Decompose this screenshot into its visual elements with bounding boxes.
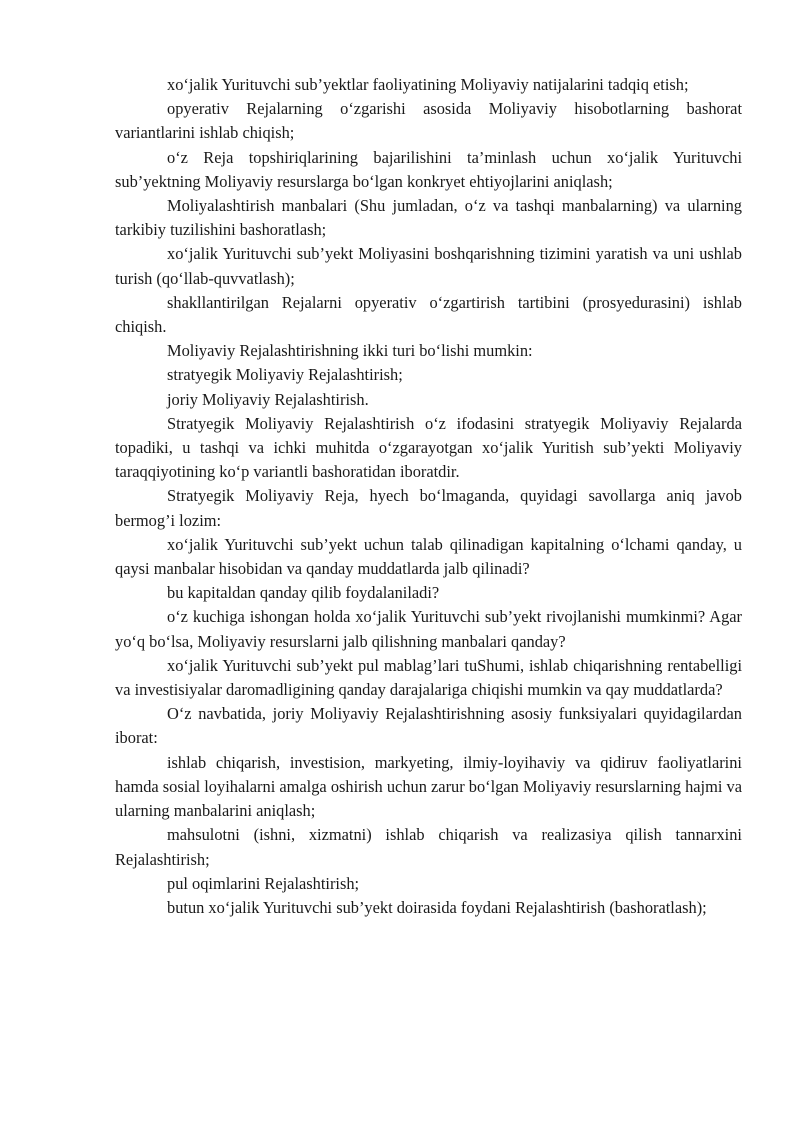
paragraph: opyerativ Rejalarning o‘zgarishi asosida Moliyaviy hisobotlarning bashorat variantlarini ishlab chiqish; — [115, 99, 742, 143]
paragraph: butun xo‘jalik Yurituvchi sub’yekt doirasida foydani Rejalashtirish (bashoratlash); — [167, 897, 707, 917]
paragraph: ishlab chiqarish, investision, markyeting, ilmiy-loyihaviy va qidiruv faoliyatlarini hamda sosial loyihalarni amalga oshirish uchun zarur bo‘lgan Moliyaviy resurslarning hajmi va ularning manbalarini aniqlash; — [115, 752, 742, 821]
paragraph: pul oqimlarini Rejalashtirish; — [167, 873, 360, 893]
paragraph: Moliyaviy Rejalashtirishning ikki turi bo‘lishi mumkin: — [167, 341, 533, 361]
paragraph: O‘z navbatida, joriy Moliyaviy Rejalashtirishning asosiy funksiyalari quyidagilardan iborat: — [115, 704, 742, 748]
paragraph: Stratyegik Moliyaviy Reja, hyech bo‘lmaganda, quyidagi savollarga aniq javob bermog’i lozim: — [115, 486, 742, 530]
document-body — [115, 73, 742, 920]
paragraph: o‘z Reja topshiriqlarining bajarilishini ta’minlash uchun xo‘jalik Yurituvchi sub’yektning Moliyaviy resurslarga bo‘lgan konkryet ehtiyojlarini aniqlash; — [115, 147, 742, 191]
paragraph: xo‘jalik Yurituvchi sub’yekt uchun talab qilinadigan kapitalning o‘lchami qanday, u qaysi manbalar hisobidan va qanday muddatlarda jalb qilinadi? — [115, 534, 742, 579]
paragraph: o‘z kuchiga ishongan holda xo‘jalik Yurituvchi sub’yekt rivojlanishi mumkinmi? Agar yo‘q bo‘lsa, Moliyaviy resurslarni jalb qilishning manbalari qanday? — [115, 607, 742, 651]
paragraph: xo‘jalik Yurituvchi sub’yekt Moliyasini boshqarishning tizimini yaratish va uni ushlab turish (qo‘llab-quvvatlash); — [115, 244, 742, 288]
paragraph: stratyegik Moliyaviy Rejalashtirish; — [167, 365, 403, 385]
paragraph: Stratyegik Moliyaviy Rejalashtirish o‘z ifodasini stratyegik Moliyaviy Rejalarda topadiki, u tashqi va ichki muhitda o‘zgarayotgan xo‘jalik Yuritish sub’yekti Moliyaviy taraqqiyotining ko‘p variantli bashoratidan iboratdir. — [115, 413, 742, 482]
paragraph: shakllantirilgan Rejalarni opyerativ o‘zgartirish tartibini (prosyedurasini) ishlab chiqish. — [115, 292, 742, 337]
paragraph: xo‘jalik Yurituvchi sub’yekt pul mablag’lari tuShumi, ishlab chiqarishning rentabelligi va investisiyalar daromadligining qanday darajalariga chiqishi mumkin va qay muddatlarda? — [115, 655, 742, 700]
paragraph: Moliyalashtirish manbalari (Shu jumladan, o‘z va tashqi manbalarning) va ularning tarkibiy tuzilishini bashoratlash; — [115, 196, 742, 240]
paragraph: xo‘jalik Yurituvchi sub’yektlar faoliyatining Moliyaviy natijalarini tadqiq etish; — [167, 75, 689, 94]
paragraph: joriy Moliyaviy Rejalashtirish. — [167, 389, 369, 409]
paragraph: mahsulotni (ishni, xizmatni) ishlab chiqarish va realizasiya qilish tannarxini Rejalashtirish; — [115, 825, 742, 869]
paragraph: bu kapitaldan qanday qilib foydalaniladi? — [167, 583, 440, 603]
